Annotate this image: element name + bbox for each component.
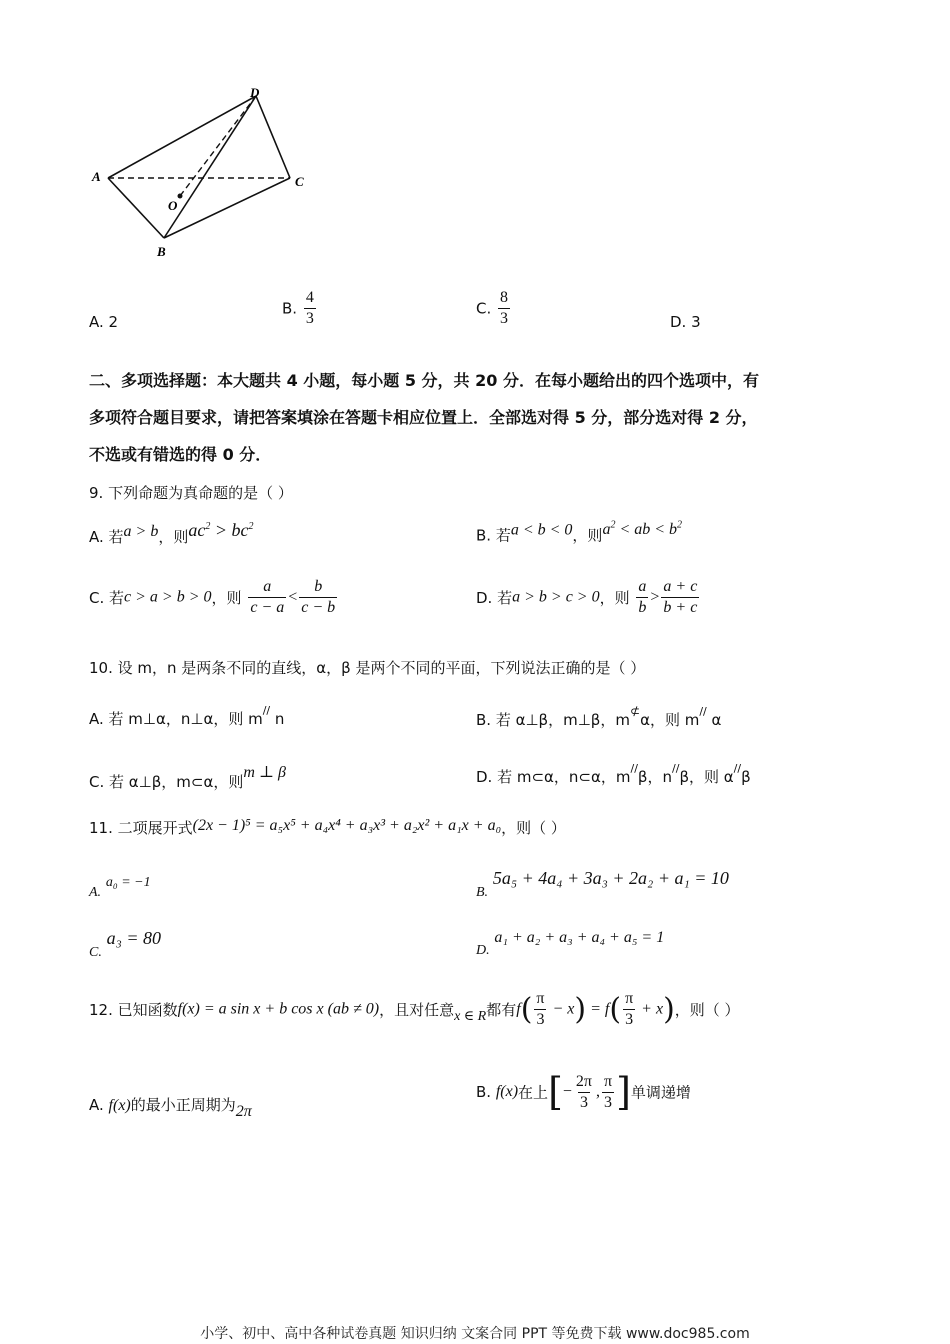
q11-option-a: A. a₀ = −1 bbox=[89, 875, 151, 900]
label-D: D bbox=[250, 85, 260, 100]
q10-option-b: B. 若 α⊥β，m⊥β，m⊄α，则 m// α bbox=[476, 704, 722, 729]
q8-option-a: A. 2 bbox=[89, 313, 119, 331]
segment-OD-hidden bbox=[180, 96, 256, 196]
q10-option-a: A. 若 m⊥α，n⊥α，则 m// n bbox=[89, 704, 285, 728]
q9-option-c: C. 若c > a > b > 0，则 $\frac{a}{c - a}$ < $\frac{b}{c - b}$ bbox=[89, 578, 336, 616]
section-2-line-2: 多项符合题目要求，请把答案填涂在答题卡相应位置上．全部选对得 5 分，部分选对得 2 分， bbox=[89, 408, 758, 427]
q10-stem: 10. 设 m，n 是两条不同的直线，α，β 是两个不同的平面，下列说法正确的是（ ） bbox=[89, 659, 646, 677]
q9-option-d: D. 若a > b > c > 0，则 $\frac{a}{b}$ > $\frac{a + c}{b + c}$ bbox=[476, 578, 698, 616]
q12-option-b: B. f(x)在上[− $\frac{2\pi}{3}$ , $\frac{\pi}{3}$ ]单调递增 bbox=[476, 1070, 691, 1114]
fraction-4-3: $\frac{4}{3}$ bbox=[305, 289, 314, 327]
q12-option-a: A. f(x)的最小正周期为2π bbox=[89, 1096, 252, 1120]
edge-AB bbox=[108, 178, 164, 238]
q11-option-c: C. a₃ = 80 bbox=[89, 928, 162, 960]
q8-option-d: D. 3 bbox=[670, 313, 701, 331]
edge-AD bbox=[108, 96, 256, 178]
point-O bbox=[178, 194, 183, 199]
q11-stem: 11. 二项展开式(2x − 1)⁵ = a₅x⁵ + a₄x⁴ + a₃x³ + a₂x² + a₁x + a₀，则（ ） bbox=[89, 817, 566, 837]
label-C: C bbox=[295, 174, 304, 189]
label-O: O bbox=[168, 198, 178, 213]
section-2-line-3: 不选或有错选的得 0 分． bbox=[89, 445, 272, 464]
fraction-8-3: $\frac{8}{3}$ bbox=[500, 289, 509, 327]
edge-DC bbox=[256, 96, 290, 178]
label-A: A bbox=[92, 169, 101, 184]
section-2-line-1: 二、多项选择题：本大题共 4 小题，每小题 5 分，共 20 分．在每小题给出的四个选项中，有 bbox=[89, 371, 759, 390]
q11-option-d: D. a₁ + a₂ + a₃ + a₄ + a₅ = 1 bbox=[476, 929, 665, 958]
q11-option-b: B. 5a₅ + 4a₄ + 3a₃ + 2a₂ + a₁ = 10 bbox=[476, 868, 729, 900]
tetrahedron-figure bbox=[80, 80, 320, 270]
q8-option-c: C. $\frac{8}{3}$ bbox=[476, 289, 509, 327]
q12-stem: 12. 已知函数f(x) = a sin x + b cos x (ab ≠ 0)，且对任意x ∈ R都有f( $\frac{\pi}{3}$ − x) = f( $\frac{\pi}{3}$ + x)，则（ ） bbox=[89, 990, 740, 1028]
label-B: B bbox=[157, 244, 166, 259]
q10-option-d: D. 若 m⊂α，n⊂α，m//β，n//β，则 α//β bbox=[476, 762, 751, 786]
q9-option-b: B. 若a < b < 0，则$a^2$ < ab < $b^2$ bbox=[476, 520, 683, 545]
q10-option-c: C. 若 α⊥β，m⊂α，则m ⊥ β bbox=[89, 764, 286, 791]
q9-option-a: A. 若a > b，则$ac^2 > bc^2$ bbox=[89, 520, 254, 546]
q8-option-b: B. $\frac{4}{3}$ bbox=[282, 289, 314, 327]
q9-stem: 9. 下列命题为真命题的是（ ） bbox=[89, 484, 293, 502]
section-2-instructions bbox=[89, 362, 879, 473]
page-footer: 小学、初中、高中各种试卷真题 知识归纳 文案合同 PPT 等免费下载 www.doc985.com bbox=[200, 1326, 750, 1342]
